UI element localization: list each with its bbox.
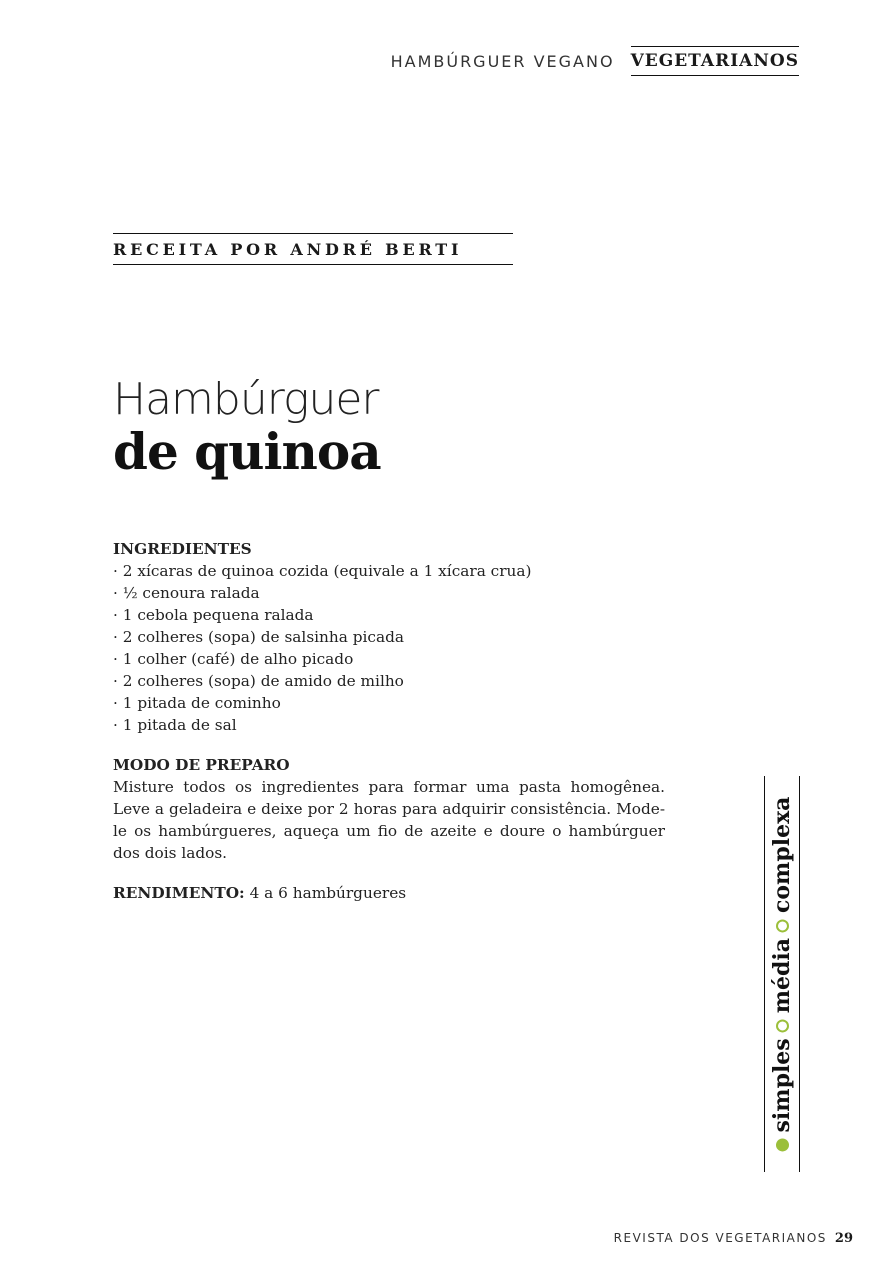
difficulty-simple: simples bbox=[769, 1038, 795, 1133]
difficulty-medium: média bbox=[769, 938, 795, 1014]
magazine-label: VEGETARIANOS bbox=[631, 46, 799, 76]
ingredient-item: · 1 pitada de sal bbox=[113, 714, 665, 736]
page-footer bbox=[614, 1231, 853, 1246]
ingredient-item: · 2 colheres (sopa) de salsinha picada bbox=[113, 626, 665, 648]
recipe-byline: RECEITA POR ANDRÉ BERTI bbox=[113, 233, 513, 265]
empty-circle-icon bbox=[776, 1019, 789, 1032]
ingredient-item: · 1 cebola pequena ralada bbox=[113, 604, 665, 626]
ingredients-heading: INGREDIENTES bbox=[113, 540, 252, 558]
filled-circle-icon bbox=[776, 1138, 789, 1151]
footer-magazine: REVISTA DOS VEGETARIANOS bbox=[613, 1231, 827, 1245]
ingredients-list bbox=[113, 560, 665, 736]
yield-value: 4 a 6 hambúrgueres bbox=[244, 884, 407, 902]
recipe-title-line1: Hambúrguer bbox=[113, 374, 379, 425]
recipe-title-line2: de quinoa bbox=[113, 422, 381, 481]
preparation-text: Misture todos os ingredientes para formar uma pasta homogênea. Leve a geladeira e deixe por 2 horas para adquirir consistência. Modele os hambúrgueres, aqueça um fio de azeite e doure o hambúrguer dos dois lados. bbox=[113, 778, 665, 862]
empty-circle-icon bbox=[776, 919, 789, 932]
recipe-content bbox=[113, 538, 665, 904]
page-number: 29 bbox=[834, 1231, 853, 1246]
ingredient-item: · ½ cenoura ralada bbox=[113, 582, 665, 604]
page-header bbox=[391, 46, 799, 76]
section-title: HAMBÚRGUER VEGANO bbox=[390, 51, 615, 71]
ingredient-item: · 1 colher (café) de alho picado bbox=[113, 648, 665, 670]
ingredient-item: · 2 colheres (sopa) de amido de milho bbox=[113, 670, 665, 692]
yield-label: RENDIMENTO: bbox=[113, 884, 245, 902]
preparation-heading: MODO DE PREPARO bbox=[113, 756, 290, 774]
ingredient-item: · 2 xícaras de quinoa cozida (equivale a 1 xícara crua) bbox=[113, 560, 665, 582]
difficulty-complex: complexa bbox=[769, 796, 795, 914]
difficulty-scale bbox=[764, 776, 800, 1172]
ingredient-item: · 1 pitada de cominho bbox=[113, 692, 665, 714]
yield-line bbox=[113, 882, 665, 904]
